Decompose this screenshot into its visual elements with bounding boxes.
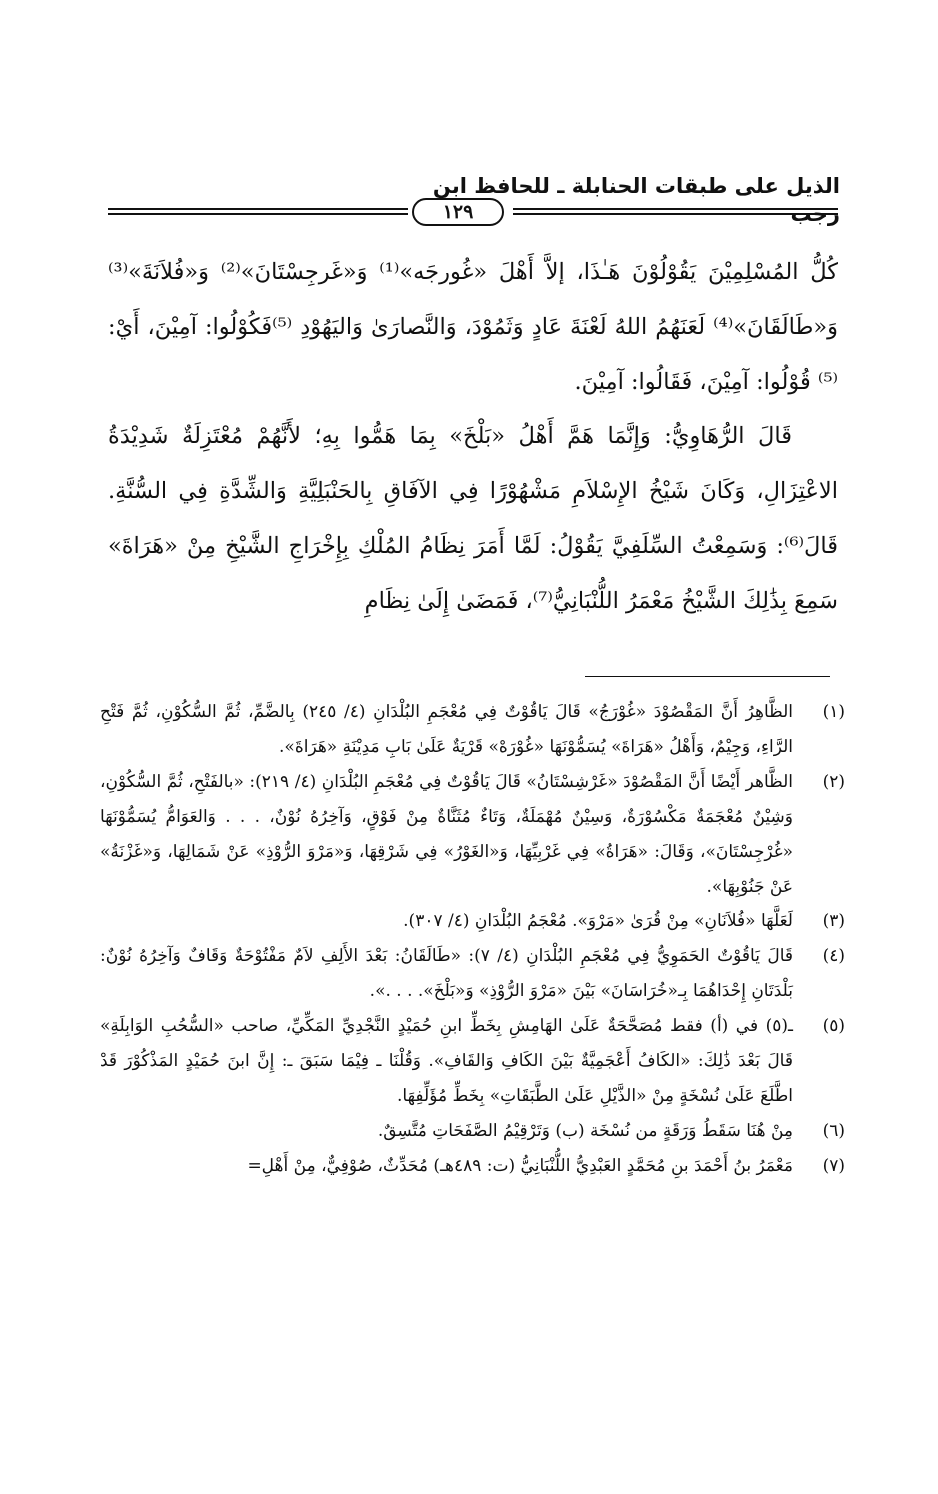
header-rule <box>108 198 838 228</box>
footnote-text: ـ(٥) في (أ) فقط مُصَحَّحَةٌ عَلَىٰ الهَامِشِ بِخَطِّ ابنِ حُمَيْدٍ النَّجْدِيِّ المَكِّيِّ، صاحب «السُّحُبِ الوَابِلَةِ» قَالَ بَعْدَ ذَٰلِكَ: «الكَافُ أَعْجَمِيَّةٌ بَيْنَ الكَافِ وَالقَافِ». وَقُلْنَا ـ فِيْمَا سَبَقَ ـ: إِنَّ ابنَ حُمَيْدٍ المَذْكُوْرَ قَدْ اطَّلَعَ عَلَىٰ نُسْخَةٍ مِنْ «الذَّيْلِ عَلَىٰ الطَّبَقَاتِ» بِخَطِّ مُؤَلِّفِهَا. <box>100 1016 793 1106</box>
footnote-number: (٢) <box>822 771 845 792</box>
header-double-rule-right <box>513 208 838 215</box>
footnote-text: قَالَ يَاقُوْتٌ الحَمَوِيُّ فِي مُعْجَمِ البُلْدَانِ (٤/ ٧): «طَالَقَانُ: بَعْدَ الأَلِفِ لاَمٌ مَفْتُوْحَةٌ وَقَافٌ وَآخِرُهُ نُوْنٌ: بَلْدَتَانِ إِحْدَاهُمَا بِـ«خُرَاسَانَ» بَيْنَ «مَرْوَ الرُّوْذِ» وَ«بَلْخَ». . . .». <box>100 946 793 1002</box>
running-title: الذيل على طبقات الحنابلة ـ للحافظ ابن رجب <box>432 174 840 226</box>
footnote-text: مِنْ هُنَا سَقَطُ وَرَقَةٍ من نُسْخَة (ب) وَتَرْقِيْمُ الصَّفَحَاتِ مُتَّسِقٌ. <box>377 1120 793 1141</box>
footnote <box>100 939 845 1009</box>
header-double-rule-left <box>108 208 408 215</box>
footnote-number: (١) <box>822 702 845 722</box>
paragraph: كُلُّ المُسْلِمِيْنَ يَقُوْلُوْنَ هَـٰذَا، إلاَّ أَهْلَ «غُورجَه»⁽¹⁾ وَ«غَرجِسْتَانَ»⁽²⁾ وَ«فُلاَنَةَ»⁽³⁾ وَ«طَالَقَانَ»⁽⁴⁾ لَعَنَهُمُ اللهُ لَعْنَةَ عَادٍ وَثَمُوْدَ، وَالنَّصارَىٰ وَاليَهُوْدِ ⁽⁵⁾فَكُوْلُوا: آمِيْنَ، أَيْ: ⁽⁵⁾ قُوْلُوا: آمِيْنَ، فَقَالُوا: آمِيْنَ. <box>108 259 838 395</box>
footnote-number: (٥) <box>822 1016 845 1037</box>
footnote-text: مَعْمَرُ بنُ أَحْمَدَ بنِ مُحَمَّدٍ العَبْدِيُّ اللُّنْبَانِيُّ (ت: ٤٨٩هـ) مُحَدِّثٌ، صُوْفِيٌّ، مِنْ أَهْلِ= <box>247 1155 793 1176</box>
footnote <box>100 765 845 905</box>
footnote-number: (٤) <box>822 946 845 967</box>
paragraph: قَالَ الرُّهَاوِيُّ: وَإِنَّمَا هَمَّ أَهْلُ «بَلْخَ» بِمَا هَمُّوا بِهِ؛ لأَنَّهُمْ مُعْتَزِلَةٌ شَدِيْدَةُ الاعْتِزَالِ، وَكَانَ شَيْخُ الإِسْلاَمِ مَشْهُوْرًا فِي الآفَاقِ بِالحَنْبَلِيَّةِ وَالشِّدَّةِ فِي السُّنَّةِ. قَالَ⁽⁶⁾: وَسَمِعْتُ السِّلَفِيَّ يَقُوْلُ: لَمَّا أَمَرَ نِظَامُ المُلْكِ بِإِخْرَاجِ الشَّيْخِ مِنْ «هَرَاةَ» سَمِعَ بِذَٰلِكَ الشَّيْخُ مَعْمَرُ اللُّنْبَانِيُّ⁽⁷⁾، فَمَضَىٰ إِلَىٰ نِظَامِ <box>108 423 838 614</box>
footnote-text: الظَّاهِرُ أَنَّ المَقْصُوْدَ «غُوْرَجُ» قَالَ يَاقُوْتٌ فِي مُعْجَمِ البُلْدَانِ (٤/ ٢٤٥) بِالضَّمِّ، ثُمَّ السُّكُوْنِ، ثُمَّ فَتْحِ الرَّاءِ، وَجِيْمٌ، وَأَهْلُ «هَرَاةَ» يُسَمُّوْنَهَا «غُوْرَهْ» قَرْيَةٌ عَلَىٰ بَابِ مَدِيْنَةِ «هَرَاةَ». <box>100 702 793 757</box>
footnote-number: (٣) <box>822 911 845 932</box>
footnotes <box>100 695 845 1184</box>
footnote <box>100 1149 845 1184</box>
footnote-separator <box>585 676 830 677</box>
footnote <box>100 1009 845 1114</box>
footnote <box>100 695 845 765</box>
footnote-text: لَعَلَّهَا «فُلاَنَانِ» مِنْ قُرَىٰ «مَرْوَ». مُعْجَمُ البُلْدَانِ (٤/ ٣٠٧). <box>403 911 793 932</box>
footnote-number: (٦) <box>822 1120 845 1141</box>
page-number: ١٢٩ <box>412 198 504 226</box>
footnote-text: الظَّاهر أَيْضًا أَنَّ المَقْصُوْدَ «غَرْشِسْتَانُ» قَالَ يَاقُوْتٌ فِي مُعْجَمِ البُلْدَانِ (٤/ ٢١٩): «بالفَتْحِ، ثُمَّ السُّكُوْنِ، وَشِيْنٌ مُعْجَمَةٌ مَكْسُوْرَةٌ، وَسِيْنٌ مُهْمَلَةٌ، وَتَاءٌ مُثَنَّاةٌ مِنْ فَوْقٍ، وَآخِرُهُ نُوْنٌ، . . . وَالعَوَامُّ يُسَمُّوْنَهَا «غُرْجِسْتَانَ»، وَقَالَ: «هَرَاةُ» فِي غَرْبِيِّهَا، وَ«الغَوْرُ» فِي شَرْقِهَا، وَ«مَرْوَ الرُّوْذِ» عَنْ شَمَالِهَا، وَ«غَزْنَةُ» عَنْ جَنُوْبِهَا». <box>100 771 793 897</box>
footnote <box>100 904 845 939</box>
main-text <box>108 245 838 629</box>
footnote <box>100 1114 845 1149</box>
footnote-number: (٧) <box>822 1155 845 1176</box>
